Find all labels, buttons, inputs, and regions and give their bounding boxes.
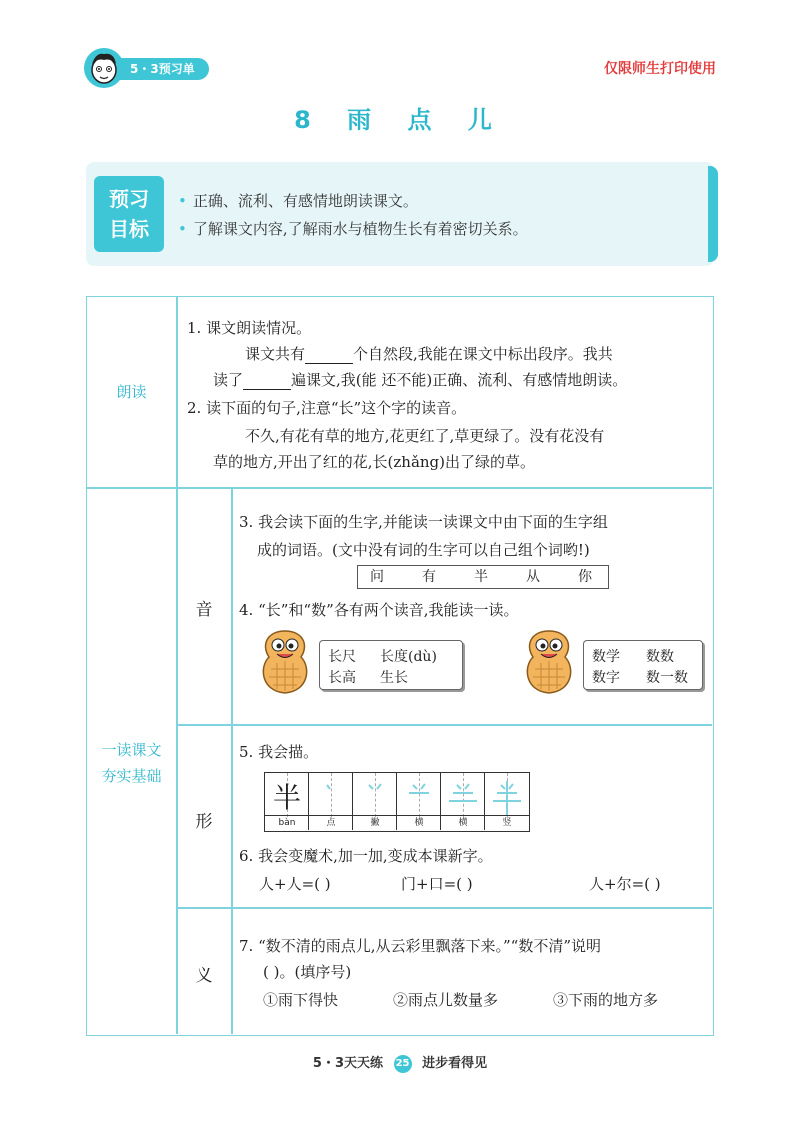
- char-item: 问: [370, 569, 384, 585]
- footer-right: 进步看得见: [422, 1056, 488, 1071]
- goal-item: • 了解课文内容,了解雨水与植物生长有着密切关系。: [178, 220, 528, 238]
- goals-badge: [94, 176, 164, 252]
- char-item: 你: [578, 569, 592, 585]
- page-number: 25: [394, 1055, 412, 1073]
- grid-cell[interactable]: 横: [441, 773, 485, 830]
- q6-title: 6. 我会变魔术,加一加,变成本课新字。: [239, 847, 493, 865]
- exercise-table: [86, 296, 714, 1036]
- grid-cell[interactable]: 横: [397, 773, 441, 830]
- q7-option: ②雨点儿数量多: [393, 991, 499, 1009]
- q7-option: ①雨下得快: [263, 991, 339, 1009]
- page-footer: [0, 1052, 800, 1073]
- shape-label: 形: [195, 812, 213, 832]
- peanut-mascot-icon: [519, 627, 579, 697]
- char-item: 半: [474, 569, 488, 585]
- q6-item: 人+尔=( ): [589, 875, 661, 893]
- char-item: 有: [422, 569, 436, 585]
- grid-cell: 半 bàn: [265, 773, 309, 830]
- q7-line2: ( )。(填序号): [263, 963, 352, 981]
- q1-line1: 课文共有 个自然段,我能在课文中标出段序。我共: [245, 345, 613, 363]
- q1-title: 1. 课文朗读情况。: [187, 319, 312, 337]
- q1-line2: 读了 遍课文,我(能 还不能)正确、流利、有感情地朗读。: [213, 371, 628, 389]
- goal-item: • 正确、流利、有感情地朗读课文。: [178, 192, 418, 210]
- q2-line2: 草的地方,开出了红的花,长(zhǎng)出了绿的草。: [213, 453, 536, 471]
- meaning-label: 义: [195, 966, 213, 986]
- reading-card-shu: 数学 数数 数字 数一数: [583, 640, 703, 690]
- goals-badge-line2: 目标: [109, 217, 149, 241]
- goals-badge-line1: 预习: [109, 187, 149, 211]
- q6-item: 门+口=( ): [401, 875, 473, 893]
- tracing-grid: [264, 772, 530, 832]
- reading-card-chang: 长尺 长度(dù) 长高 生长: [319, 640, 463, 690]
- reading-label: 朗读: [116, 383, 147, 401]
- q3-line1: 3. 我会读下面的生字,并能读一读课文中由下面的生字组: [239, 513, 608, 531]
- char-item: 从: [526, 569, 540, 585]
- q6-item: 人+人=( ): [259, 875, 331, 893]
- sound-label: 音: [195, 600, 213, 620]
- basics-label: 一读课文 夯实基础: [101, 741, 162, 785]
- q2-line1: 不久,有花有草的地方,花更红了,草更绿了。没有花没有: [245, 427, 605, 445]
- goals-edge: [708, 166, 718, 262]
- grid-cell[interactable]: 撇: [353, 773, 397, 830]
- lesson-title: 8 雨 点 儿: [294, 106, 506, 134]
- goals-box: [86, 162, 714, 266]
- grid-cell[interactable]: 竖: [485, 773, 529, 830]
- grid-cell[interactable]: 点: [309, 773, 353, 830]
- answer-blank[interactable]: [243, 375, 291, 390]
- footer-left: 5・3天天练: [312, 1056, 383, 1071]
- q4-title: 4. “长”和“数”各有两个读音,我能读一读。: [239, 601, 519, 619]
- q7-option: ③下雨的地方多: [553, 991, 659, 1009]
- print-notice: 仅限师生打印使用: [604, 61, 716, 77]
- peanut-mascot-icon: [255, 627, 315, 697]
- q3-line2: 成的词语。(文中没有词的生字可以自己组个词哟!): [257, 541, 590, 559]
- q2-title: 2. 读下面的句子,注意“长”这个字的读音。: [187, 399, 467, 417]
- brand-label: 5・3预习单: [110, 58, 209, 80]
- char-box: [357, 565, 609, 589]
- cartoon-face-icon: [84, 48, 124, 88]
- q7-line1: 7. “数不清的雨点儿,从云彩里飘落下来。”“数不清”说明: [239, 937, 602, 955]
- answer-blank[interactable]: [305, 349, 353, 364]
- q5-title: 5. 我会描。: [239, 743, 319, 761]
